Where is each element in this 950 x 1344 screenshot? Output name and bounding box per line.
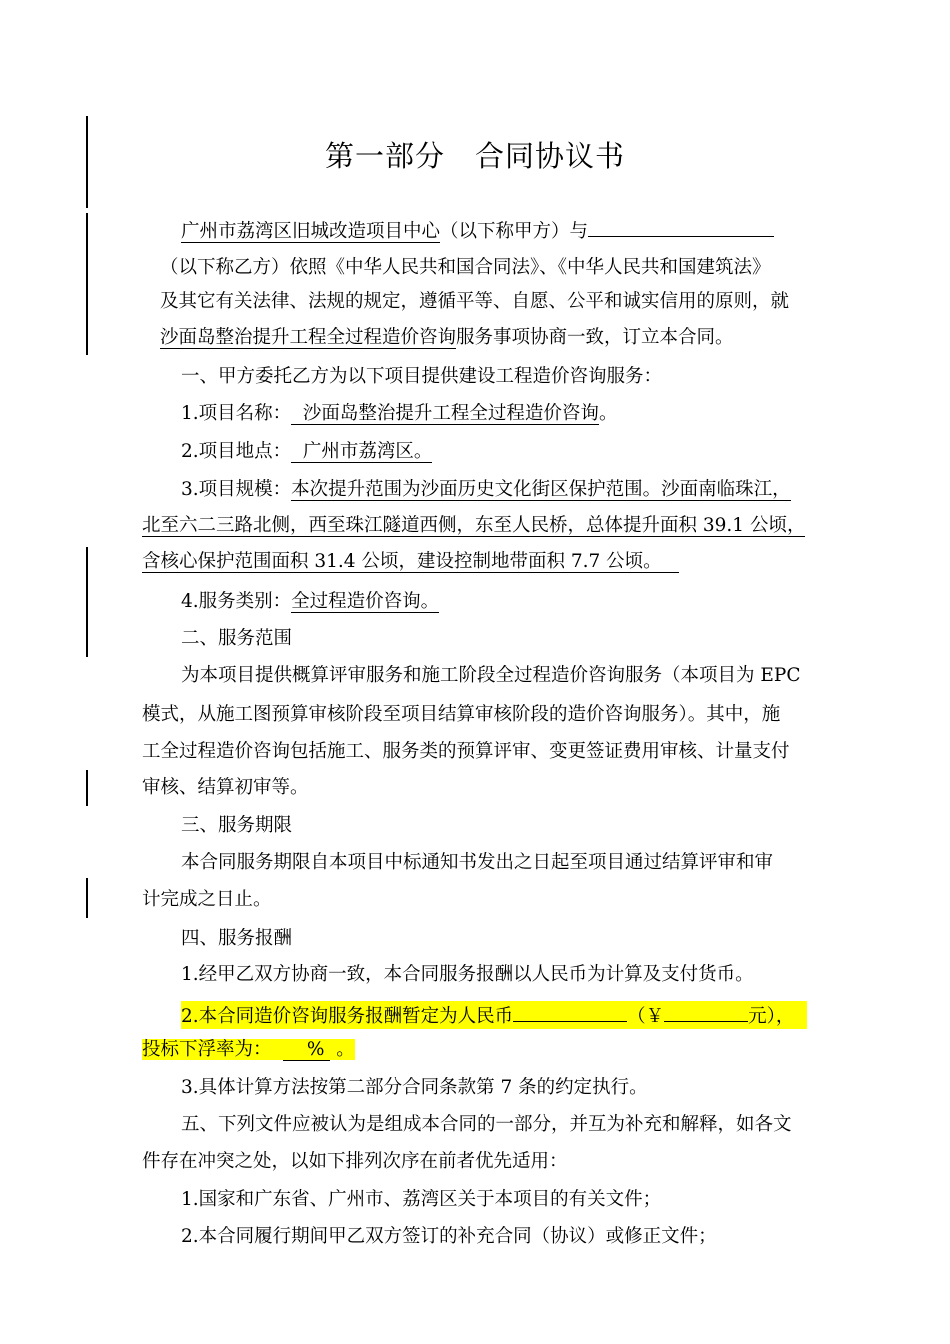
fee-yuan-symbol: （￥ [627, 1006, 665, 1027]
fee-yuan-unit: 元）， [748, 1006, 795, 1027]
party-a-name: 广州市荔湾区旧城改造项目中心 [181, 221, 441, 242]
project-scale-line-3-row [142, 550, 807, 574]
party-b-blank [588, 216, 774, 237]
intro-line-1-tail: （以下称甲方）与 [440, 221, 589, 242]
section-2-para-line-1: 为本项目提供概算评审服务和施工阶段全过程造价咨询服务（本项目为 EPC [181, 665, 801, 686]
project-scale-line-3: 含核心保护范围面积 31.4 公顷，建设控制地带面积 7.7 公顷。 [142, 551, 679, 573]
project-location-label: 2.项目地点： [181, 441, 292, 462]
service-type-value: 全过程造价咨询。 [291, 591, 440, 612]
section-2-para-line-4: 审核、结算初审等。 [142, 777, 309, 798]
discount-rate-row [142, 1039, 355, 1060]
project-name-row [181, 402, 807, 426]
revision-bar [86, 547, 88, 657]
revision-bar [86, 213, 88, 355]
project-name-end: 。 [598, 403, 618, 424]
section-3-para-line-2: 计完成之日止。 [142, 889, 272, 910]
section-5-heading-line-2: 件存在冲突之处，以如下排列次序在前者优先适用： [142, 1151, 568, 1172]
fee-item-2-line-2 [142, 1038, 807, 1062]
intro-line-2: （以下称乙方）依照《中华人民共和国合同法》、《中华人民共和国建筑法》 [160, 257, 771, 278]
project-scale-line-2: 北至六二三路北侧，西至珠江隧道西侧，东至人民桥，总体提升面积 39.1 公顷， [142, 515, 806, 536]
section-2-para-line-2: 模式，从施工图预算审核阶段至项目结算审核阶段的造价咨询服务）。其中，施 [142, 704, 781, 725]
discount-rate-end: 。 [336, 1039, 355, 1060]
fee-item-2-text: 2.本合同造价咨询服务报酬暂定为人民币 [181, 1006, 514, 1027]
project-subject: 沙面岛整治提升工程全过程造价咨询 [160, 327, 457, 348]
fee-item-2-line-1 [181, 1001, 807, 1029]
project-scale-label: 3.项目规模： [181, 479, 292, 500]
project-scale-row [181, 478, 807, 502]
discount-rate-blank: % [283, 1039, 330, 1061]
revision-bar [86, 770, 88, 806]
section-5-heading-line-1: 五、下列文件应被认为是组成本合同的一部分，并互为补充和解释，如各文 [181, 1114, 792, 1135]
section-2-heading: 二、服务范围 [181, 628, 293, 649]
project-scale-line-1: 本次提升范围为沙面历史文化街区保护范围。沙面南临珠江， [291, 479, 791, 500]
document-item-2: 2.本合同履行期间甲乙双方签订的补充合同（协议）或修正文件； [181, 1226, 717, 1247]
document-item-1: 1.国家和广东省、广州市、荔湾区关于本项目的有关文件； [181, 1189, 662, 1210]
page-title: 第一部分 合同协议书 [324, 139, 625, 173]
revision-bar [86, 878, 88, 918]
fee-amount-blank [513, 1001, 627, 1022]
service-type-row [181, 590, 807, 614]
intro-line-1 [181, 216, 807, 244]
project-name-value: 沙面岛整治提升工程全过程造价咨询 [291, 403, 599, 425]
intro-line-4 [160, 326, 807, 350]
fee-amount-figure-blank [664, 1001, 748, 1022]
project-location-value: 广州市荔湾区。 [291, 441, 432, 463]
section-3-para-line-1: 本合同服务期限自本项目中标通知书发出之日起至项目通过结算评审和审 [181, 852, 774, 873]
section-3-heading: 三、服务期限 [181, 815, 293, 836]
section-1-heading: 一、甲方委托乙方为以下项目提供建设工程造价咨询服务： [181, 366, 663, 387]
service-type-label: 4.服务类别： [181, 591, 292, 612]
fee-item-3: 3.具体计算方法按第二部分合同条款第 7 条的约定执行。 [181, 1077, 648, 1098]
section-4-heading: 四、服务报酬 [181, 928, 293, 949]
section-2-para-line-3: 工全过程造价咨询包括施工、服务类的预算评审、变更签证费用审核、计量支付 [142, 741, 790, 762]
intro-line-3: 及其它有关法律、法规的规定，遵循平等、自愿、公平和诚实信用的原则，就 [160, 291, 790, 312]
project-name-label: 1.项目名称： [181, 403, 292, 424]
project-scale-line-2-row [142, 514, 807, 538]
intro-line-4-tail: 服务事项协商一致，订立本合同。 [456, 327, 734, 348]
discount-rate-label: 投标下浮率为： [142, 1039, 272, 1060]
fee-item-1: 1.经甲乙双方协商一致，本合同服务报酬以人民币为计算及支付货币。 [181, 964, 754, 985]
project-location-row [181, 440, 807, 464]
